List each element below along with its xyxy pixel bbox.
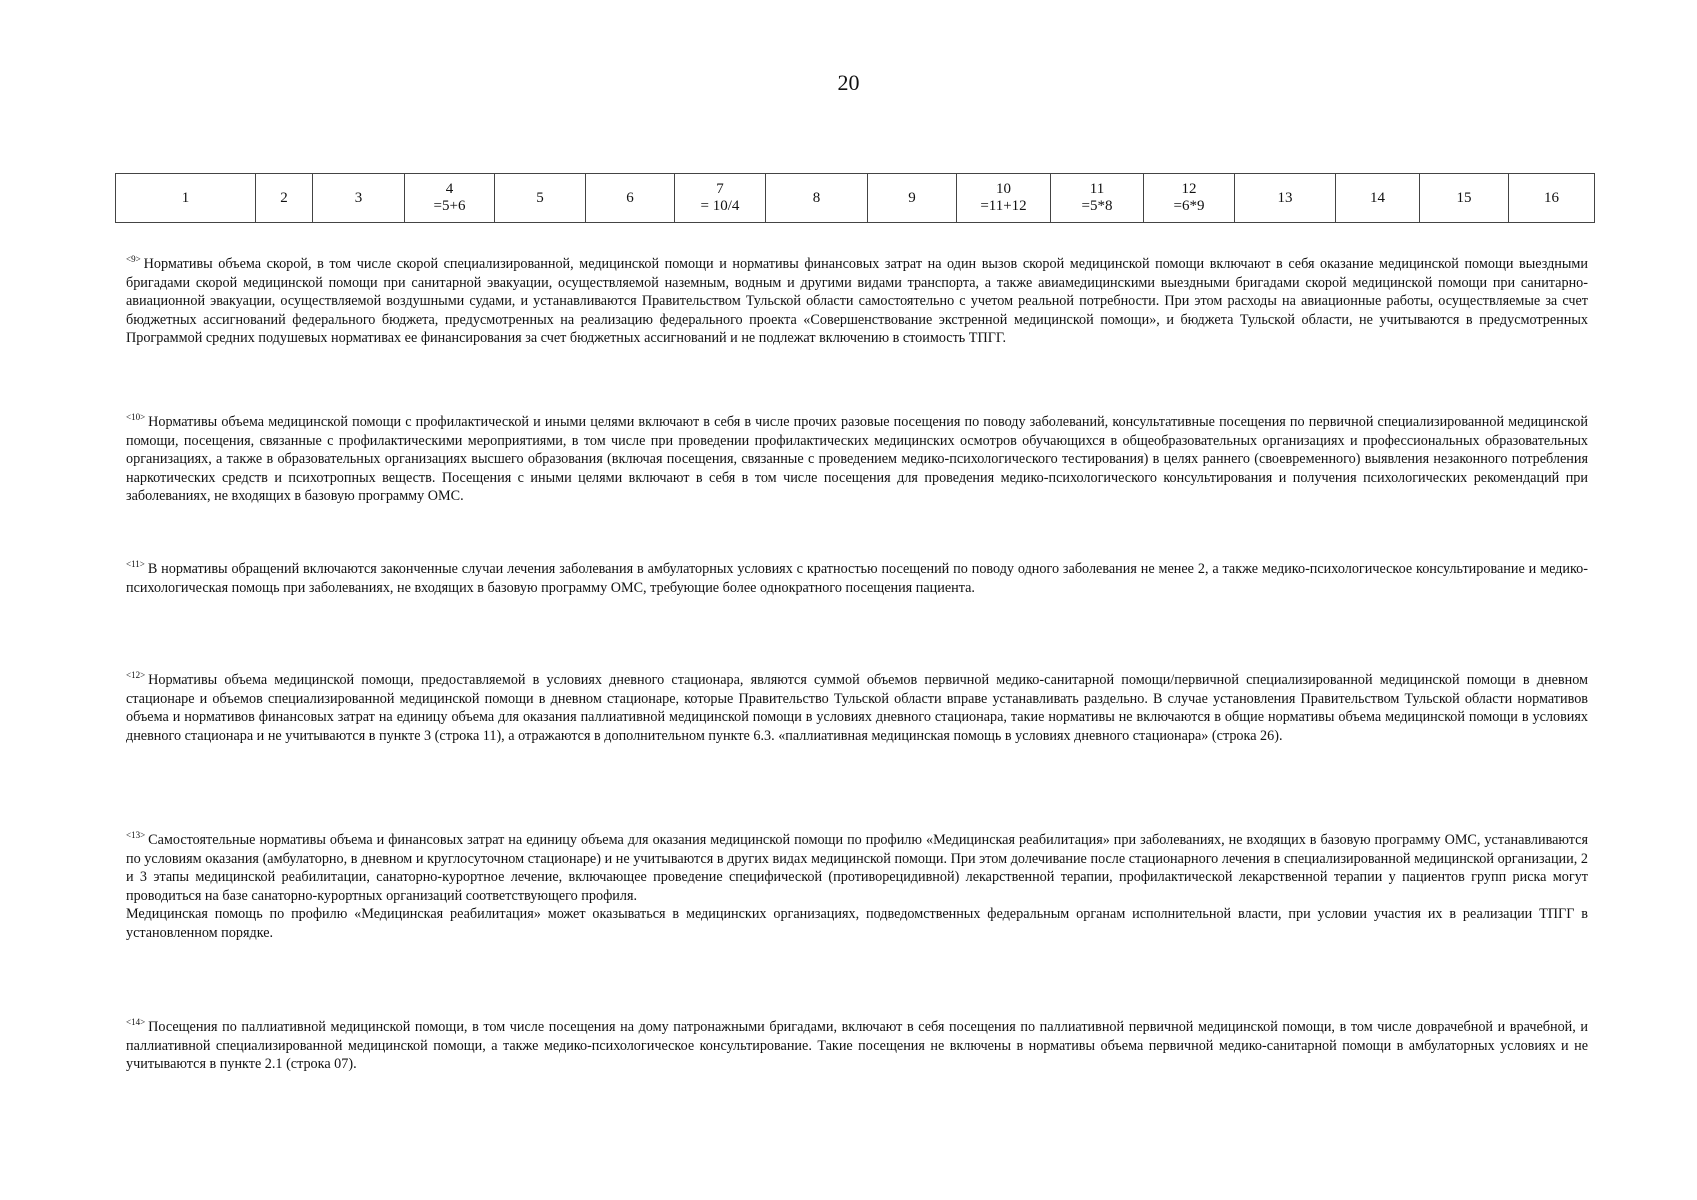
footnote-marker: <13> <box>126 830 146 841</box>
column-cell-16 <box>1509 174 1595 223</box>
footnote-marker: <10> <box>126 412 146 423</box>
footnote-paragraph <box>126 413 1588 506</box>
column-number: 3 <box>354 189 363 206</box>
column-number: 11 <box>1089 181 1105 197</box>
footnote-text: В нормативы обращений включаются законченные случаи лечения заболевания в амбулаторных условиях с кратностью посещений по поводу одного заболевания не менее 2, а также медико-психологическое консультирование и медико-психологическая помощь при заболеваниях, не входящих в базовую программу ОМС, требующие более однократного посещения пациента. <box>126 561 1588 596</box>
column-cell-10 <box>957 174 1051 223</box>
footnote-marker: <11> <box>126 559 145 570</box>
column-number: 8 <box>812 189 821 206</box>
column-cell-1 <box>116 174 256 223</box>
column-formula: =6*9 <box>1173 198 1205 214</box>
footnote-paragraph <box>126 905 1588 942</box>
column-number-row <box>116 174 1595 223</box>
column-number: 1 <box>181 189 190 206</box>
footnote-paragraph <box>126 671 1588 745</box>
column-cell-7 <box>675 174 766 223</box>
column-number: 2 <box>280 189 288 206</box>
footnote-text: Нормативы объема медицинской помощи с профилактической и иными целями включают в себя в числе прочих разовые посещения по поводу заболеваний, консультативные посещения по первичной специализированной медицинской помощи, посещения, связанные с профилактическими мероприятиями, в том числе при проведении профилактических медицинских осмотров обучающихся в общеобразовательных организациях и профессиональных образовательных организациях, а также в образовательных организациях высшего образования (включая посещения, связанные с проведением медико-психологического тестирования) в целях раннего (своевременного) выявления незаконного потребления наркотических средств и психотропных веществ. Посещения с иными целями включают в себя в том числе посещения для проведения медико-психологического консультирования и получения психологических рекомендаций при заболеваниях, не входящих в базовую программу ОМС. <box>126 414 1588 504</box>
footnote-9 <box>126 255 1588 348</box>
footnote-text: Самостоятельные нормативы объема и финансовых затрат на единицу объема для оказания медицинской помощи по профилю «Медицинская реабилитация» при заболеваниях, не входящих в базовую программу ОМС, устанавливаются по условиям оказания (амбулаторно, в дневном и круглосуточном стационаре) и не учитываются в других видах медицинской помощи. При этом долечивание после стационарного лечения в специализированной медицинской организации, 2 и 3 этапы медицинской реабилитации, санаторно-курортное лечение, включающее проведение специфической (противорецидивной) лекарственной терапии, профилактической лекарственной терапии у пациентов групп риска могут проводиться на базе санаторно-курортных организаций соответствующего профиля. <box>126 832 1588 904</box>
column-cell-9 <box>868 174 957 223</box>
column-number: 6 <box>626 189 634 206</box>
footnote-12 <box>126 671 1588 745</box>
column-cell-6 <box>586 174 675 223</box>
footnote-text: Медицинская помощь по профилю «Медицинская реабилитация» может оказываться в медицинских организациях, подведомственных федеральным органам исполнительной власти, при условии участия их в реализации ТПГГ в установленном порядке. <box>126 906 1588 941</box>
column-number: 14 <box>1370 189 1385 206</box>
column-formula: = 10/4 <box>700 198 740 214</box>
footnote-marker: <12> <box>126 670 146 681</box>
footnote-text: Нормативы объема медицинской помощи, предоставляемой в условиях дневного стационара, являются суммой объемов первичной медико-санитарной помощи/первичной специализированной медицинской помощи в дневном стационаре и объемов специализированной медицинской помощи в дневном стационаре, которые Правительство Тульской области вправе устанавливать раздельно. В случае установления Правительством Тульской области нормативов объема и нормативов финансовых затрат на единицу объема для оказания паллиативной медицинской помощи в условиях дневного стационара, такие нормативы не включаются в общие нормативы объема медицинской помощи в условиях дневного стационара и не учитываются в пункте 3 (строка 11), а отражаются в дополнительном пункте 6.3. «паллиативная медицинская помощь в условиях дневного стационара» (строка 26). <box>126 672 1588 744</box>
footnote-10 <box>126 413 1588 506</box>
column-cell-8 <box>766 174 868 223</box>
column-number: 16 <box>1544 189 1559 206</box>
column-cell-3 <box>313 174 405 223</box>
column-cell-15 <box>1420 174 1509 223</box>
footnote-paragraph <box>126 1018 1588 1074</box>
page-number: 20 <box>837 70 860 95</box>
column-cell-4 <box>405 174 495 223</box>
footnote-11 <box>126 560 1588 597</box>
column-cell-12 <box>1144 174 1235 223</box>
footnote-paragraph <box>126 560 1588 597</box>
column-cell-5 <box>495 174 586 223</box>
column-number: 5 <box>536 189 544 206</box>
column-formula: =5+6 <box>433 198 466 214</box>
column-number: 4 <box>445 181 454 197</box>
column-number-table <box>115 173 1595 223</box>
column-number: 7 <box>716 181 724 197</box>
footnote-text: Посещения по паллиативной медицинской помощи, в том числе посещения на дому патронажными бригадами, включают в себя посещения по паллиативной первичной медицинской помощи, в том числе доврачебной и врачебной, и паллиативной специализированной медицинской помощи, а также медико-психологическое консультирование. Такие посещения не включены в нормативы объема первичной медико-санитарной помощи в амбулаторных условиях и не учитываются в пункте 2.1 (строка 07). <box>126 1019 1588 1072</box>
column-cell-14 <box>1336 174 1420 223</box>
column-formula: =11+12 <box>980 198 1027 214</box>
column-cell-11 <box>1051 174 1144 223</box>
column-number: 9 <box>908 189 916 206</box>
footnote-paragraph <box>126 831 1588 905</box>
column-formula: =5*8 <box>1081 198 1113 214</box>
footnote-14 <box>126 1018 1588 1074</box>
column-number: 15 <box>1456 189 1472 206</box>
footnote-marker: <14> <box>126 1017 146 1028</box>
footnote-13 <box>126 831 1588 942</box>
column-number: 12 <box>1181 181 1197 197</box>
column-cell-13 <box>1235 174 1336 223</box>
footnote-marker: <9> <box>126 254 141 265</box>
column-cell-2 <box>256 174 313 223</box>
footnote-text: Нормативы объема скорой, в том числе скорой специализированной, медицинской помощи и нормативы финансовых затрат на один вызов скорой медицинской помощи включают в себя оказание медицинской помощи выездными бригадами скорой медицинской помощи при санитарной эвакуации, осуществляемой наземным, водным и другими видами транспорта, а также авиамедицинскими выездными бригадами скорой медицинской помощи при санитарно-авиационной эвакуации, осуществляемой воздушными судами, и устанавливаются Правительством Тульской области самостоятельно с учетом реальной потребности. При этом расходы на авиационные работы, осуществляемые за счет бюджетных ассигнований федерального бюджета, предусмотренных на реализацию федерального проекта «Совершенствование экстренной медицинской помощи», и бюджета Тульской области, не учитываются в предусмотренных Программой средних подушевых нормативах ее финансирования за счет бюджетных ассигнований и не подлежат включению в стоимость ТПГГ. <box>126 256 1588 346</box>
column-number: 10 <box>996 181 1011 197</box>
footnote-paragraph <box>126 255 1588 348</box>
column-number: 13 <box>1277 189 1293 206</box>
